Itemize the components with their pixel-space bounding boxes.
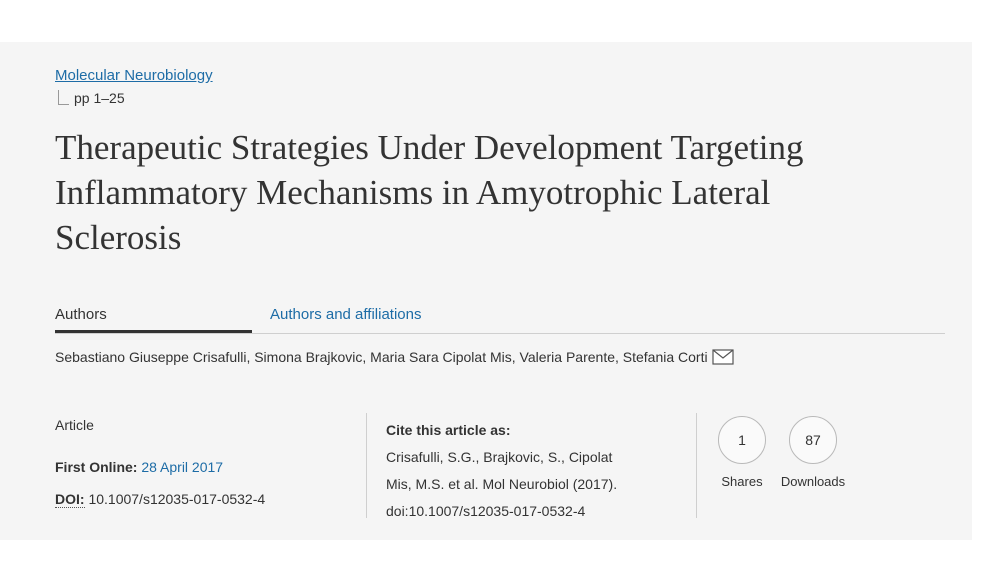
- doi: [55, 491, 265, 507]
- column-divider: [366, 413, 367, 518]
- shares-count: 1: [718, 416, 766, 464]
- first-online-date-link[interactable]: 28 April 2017: [141, 459, 224, 475]
- author-names[interactable]: Sebastiano Giuseppe Crisafulli, Simona Brajkovic, Maria Sara Cipolat Mis, Valeria Parente, Stefania Corti: [55, 349, 708, 365]
- tab-authors-and-affiliations[interactable]: Authors and affiliations: [270, 306, 422, 323]
- doi-value: 10.1007/s12035-017-0532-4: [88, 491, 266, 507]
- doi-label: DOI:: [55, 491, 85, 507]
- author-list: [55, 349, 734, 368]
- title-line: Sclerosis: [55, 218, 182, 257]
- page-range: [58, 90, 125, 106]
- downloads-metric[interactable]: [776, 416, 850, 489]
- downloads-label: Downloads: [780, 474, 846, 489]
- downloads-count: 87: [789, 416, 837, 464]
- title-line: Therapeutic Strategies Under Development Targeting: [55, 128, 804, 167]
- tree-connector: [58, 90, 69, 105]
- cite-line: Crisafulli, S.G., Brajkovic, S., Cipolat: [386, 449, 613, 465]
- cite-line: doi:10.1007/s12035-017-0532-4: [386, 503, 586, 519]
- shares-label: Shares: [721, 474, 763, 489]
- column-divider: [696, 413, 697, 518]
- cite-heading: Cite this article as:: [386, 422, 511, 438]
- tab-authors[interactable]: Authors: [55, 306, 107, 323]
- article-title: [55, 125, 935, 260]
- cite-line: Mis, M.S. et al. Mol Neurobiol (2017).: [386, 476, 618, 492]
- title-line: Inflammatory Mechanisms in Amyotrophic Lateral: [55, 173, 771, 212]
- active-tab-indicator: [55, 330, 252, 333]
- author-tabs: [55, 306, 945, 334]
- journal-link[interactable]: Molecular Neurobiology: [55, 67, 213, 84]
- shares-metric[interactable]: [716, 416, 768, 489]
- first-online-label: First Online:: [55, 459, 138, 475]
- first-online: [55, 459, 223, 475]
- page-range-text: pp 1–25: [74, 90, 125, 106]
- article-type: Article: [55, 417, 94, 433]
- cite-box: [386, 417, 676, 525]
- envelope-icon[interactable]: [712, 349, 734, 368]
